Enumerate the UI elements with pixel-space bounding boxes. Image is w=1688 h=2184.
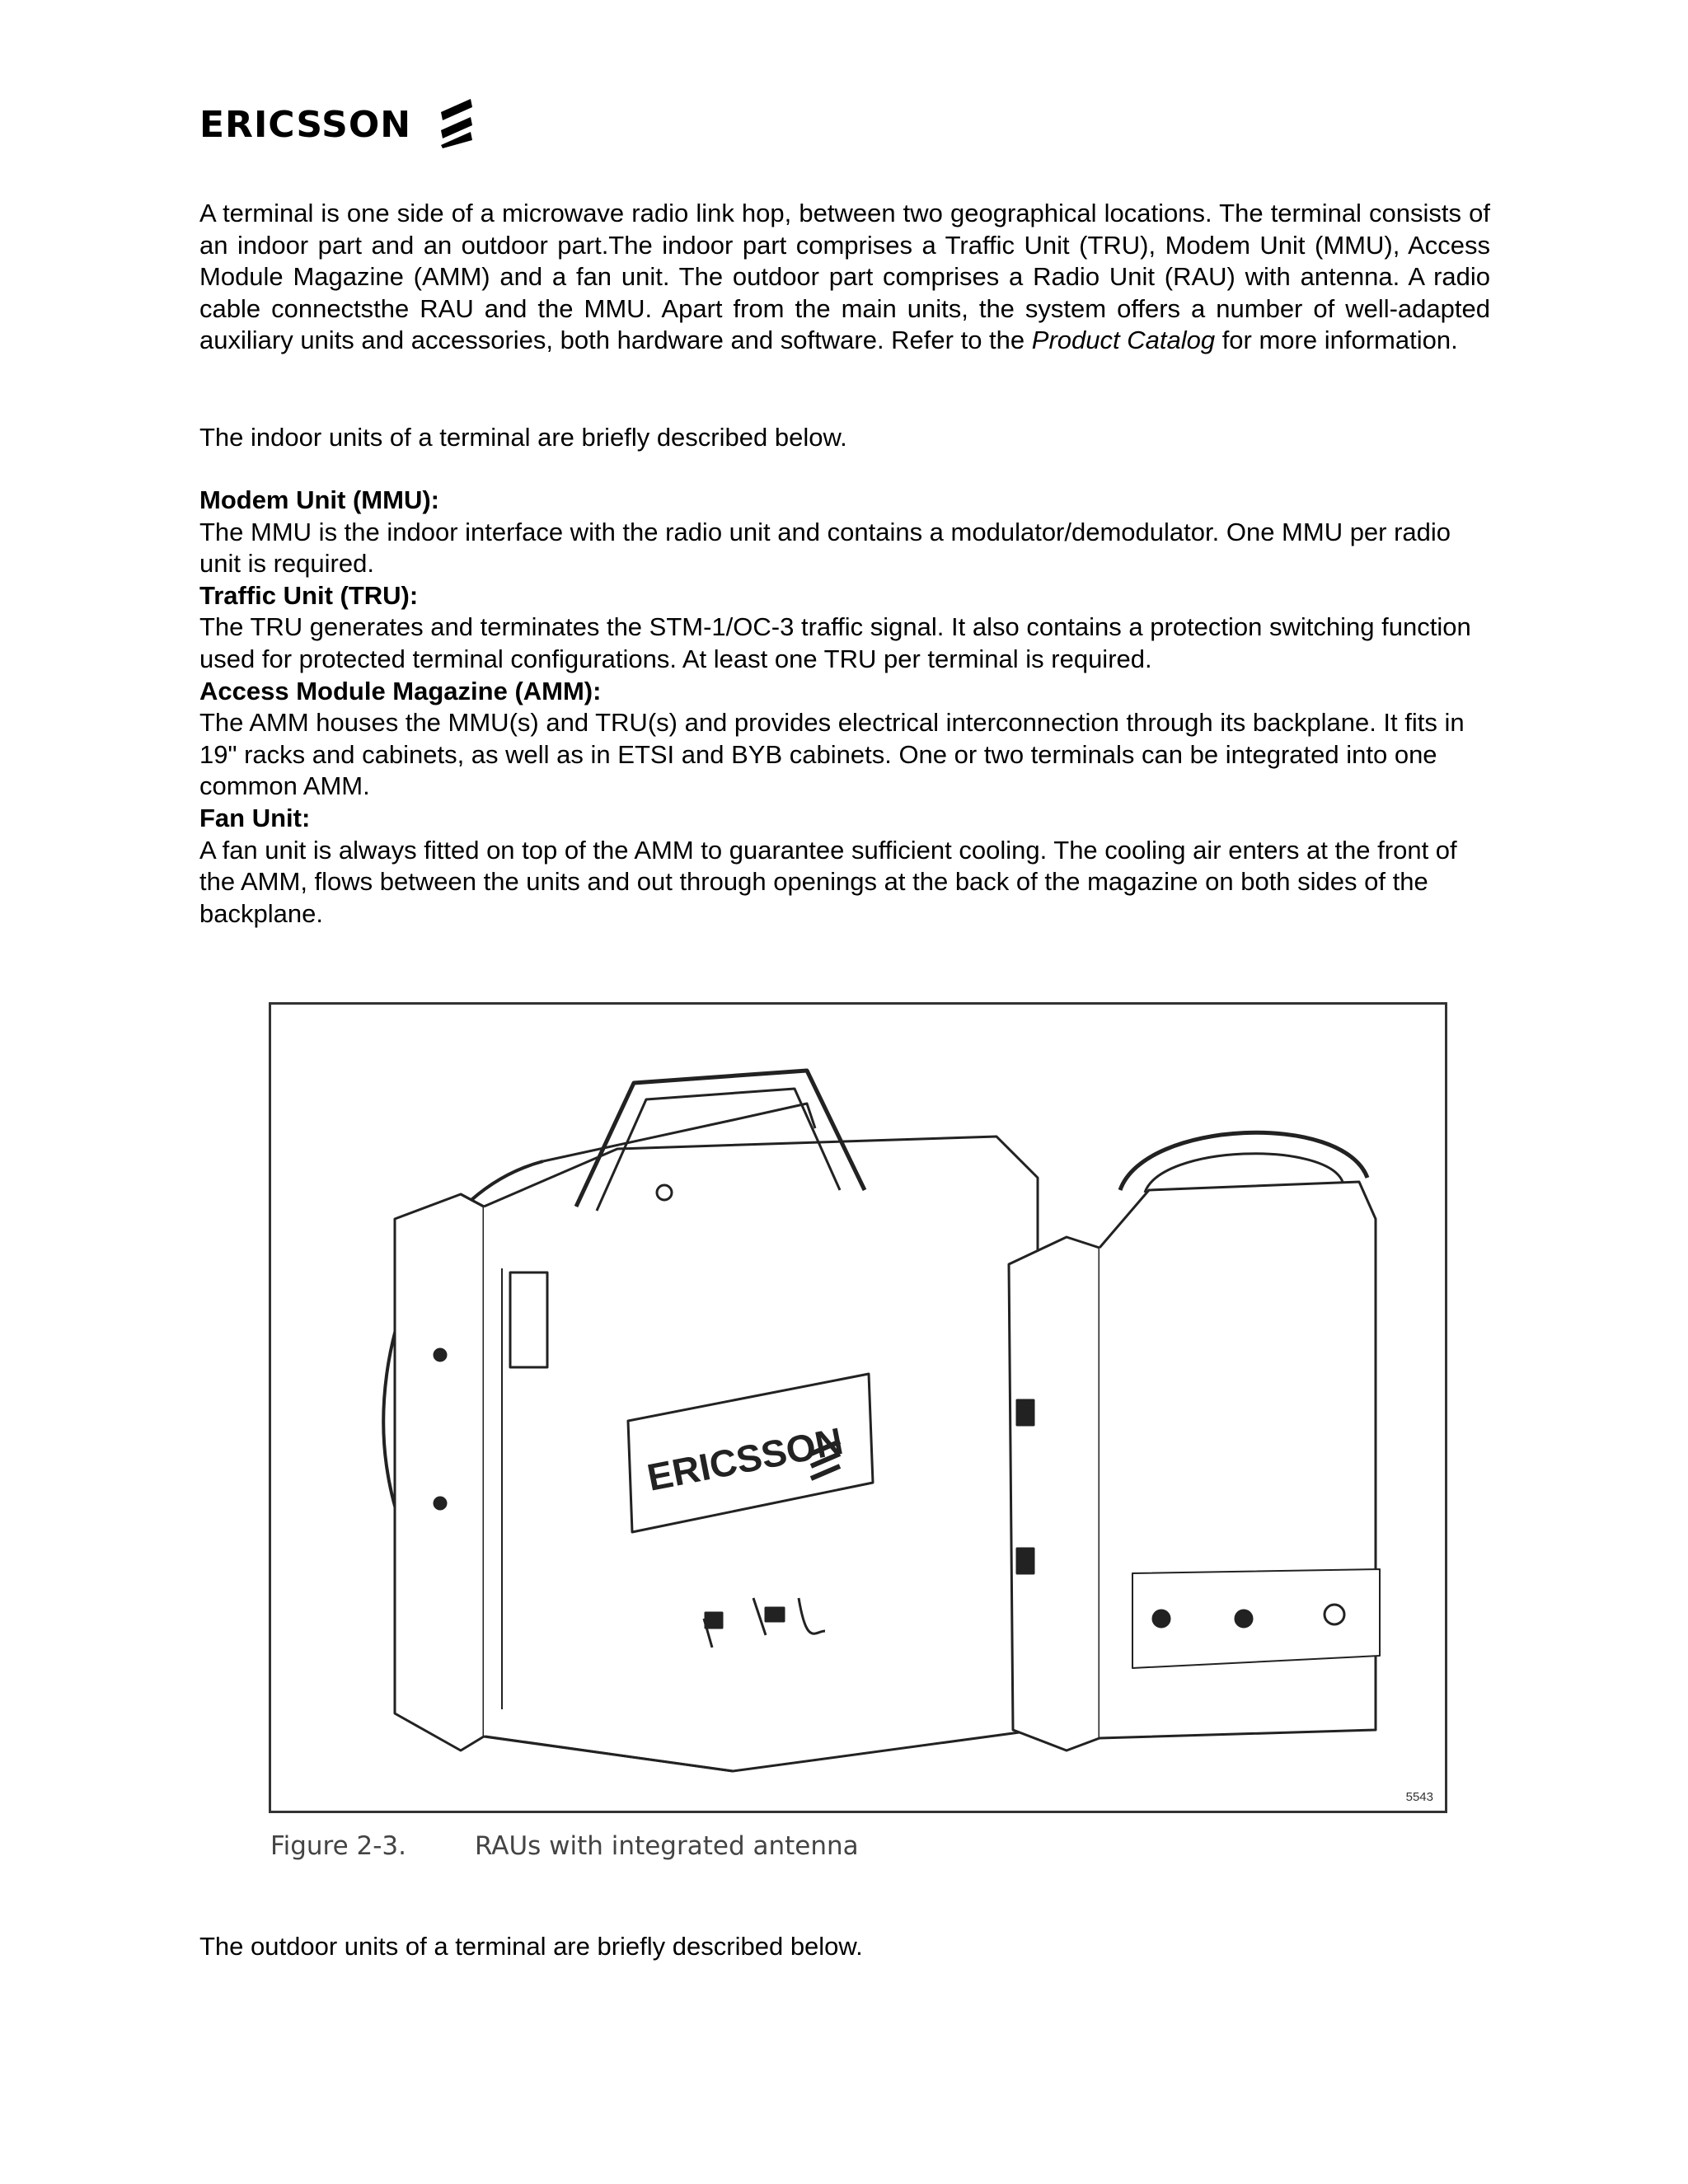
unit-description: The AMM houses the MMU(s) and TRU(s) and provides electrical interconnection through its backplane. It fits in 19" racks and cabinets, as well as in ETSI and BYB cabinets. One or two terminals can be integrated into one common AMM. — [199, 708, 1465, 801]
unit-heading: Access Module Magazine (AMM): — [199, 676, 602, 705]
product-catalog-reference: Product Catalog — [1031, 326, 1216, 355]
intro-text-end: for more information. — [1215, 326, 1458, 355]
ericsson-stripes-icon — [436, 97, 477, 152]
unit-mmu — [199, 485, 1490, 580]
indoor-units-intro: The indoor units of a terminal are briefly described below. — [199, 423, 847, 452]
rau-small-side — [1009, 1237, 1100, 1750]
unit-description: The TRU generates and terminates the STM-1/OC-3 traffic signal. It also contains a protection switching function used for protected terminal configurations. At least one TRU per terminal is required. — [199, 612, 1471, 673]
rau-window — [510, 1272, 547, 1367]
unit-definitions — [199, 485, 1490, 930]
unit-heading: Modem Unit (MMU): — [199, 485, 439, 514]
ericsson-logo — [199, 96, 477, 153]
figure-number: 5543 — [1405, 1790, 1433, 1804]
caption-text: RAUs with integrated antenna — [475, 1831, 859, 1861]
unit-amm — [199, 676, 1490, 803]
unit-fan — [199, 803, 1490, 930]
outdoor-units-intro: The outdoor units of a terminal are briefly described below. — [199, 1932, 863, 1961]
unit-heading: Traffic Unit (TRU): — [199, 580, 419, 610]
rau-brand-label: ERICSSON — [643, 1418, 846, 1499]
unit-description: The MMU is the indoor interface with the radio unit and contains a modulator/demodulator. One MMU per radio unit is required. — [199, 517, 1451, 579]
rau-side-panel — [395, 1194, 484, 1750]
caption-label: Figure 2-3. — [270, 1831, 406, 1861]
figure-caption — [270, 1831, 859, 1861]
unit-heading: Fan Unit: — [199, 803, 311, 832]
rau-illustration — [271, 1005, 1445, 1811]
intro-text: A terminal is one side of a microwave radio link hop, between two geographical locations. The terminal consists of an indoor part and an outdoor part.The indoor part comprises a Traffic Unit (TRU), Modem Unit (MMU), Access Module Magazine (AMM) and a fan unit. The outdoor part comprises a Radio Unit (RAU) with antenna. A radio cable connectsthe RAU and the MMU. Apart from the main units, the system offers a number of well-adapted auxiliary units and accessories, both hardware and software. Refer to the — [199, 199, 1490, 355]
unit-description: A fan unit is always fitted on top of the AMM to guarantee sufficient cooling. The cooling air enters at the front of the AMM, flows between the units and out through openings at the back of the magazine on both sides of the backplane. — [199, 835, 1457, 928]
rau-small-handle — [1120, 1132, 1367, 1190]
intro-paragraph — [199, 198, 1490, 357]
rau-figure — [269, 1002, 1447, 1813]
logo-wordmark: ERICSSON — [199, 103, 412, 146]
unit-tru — [199, 580, 1490, 676]
